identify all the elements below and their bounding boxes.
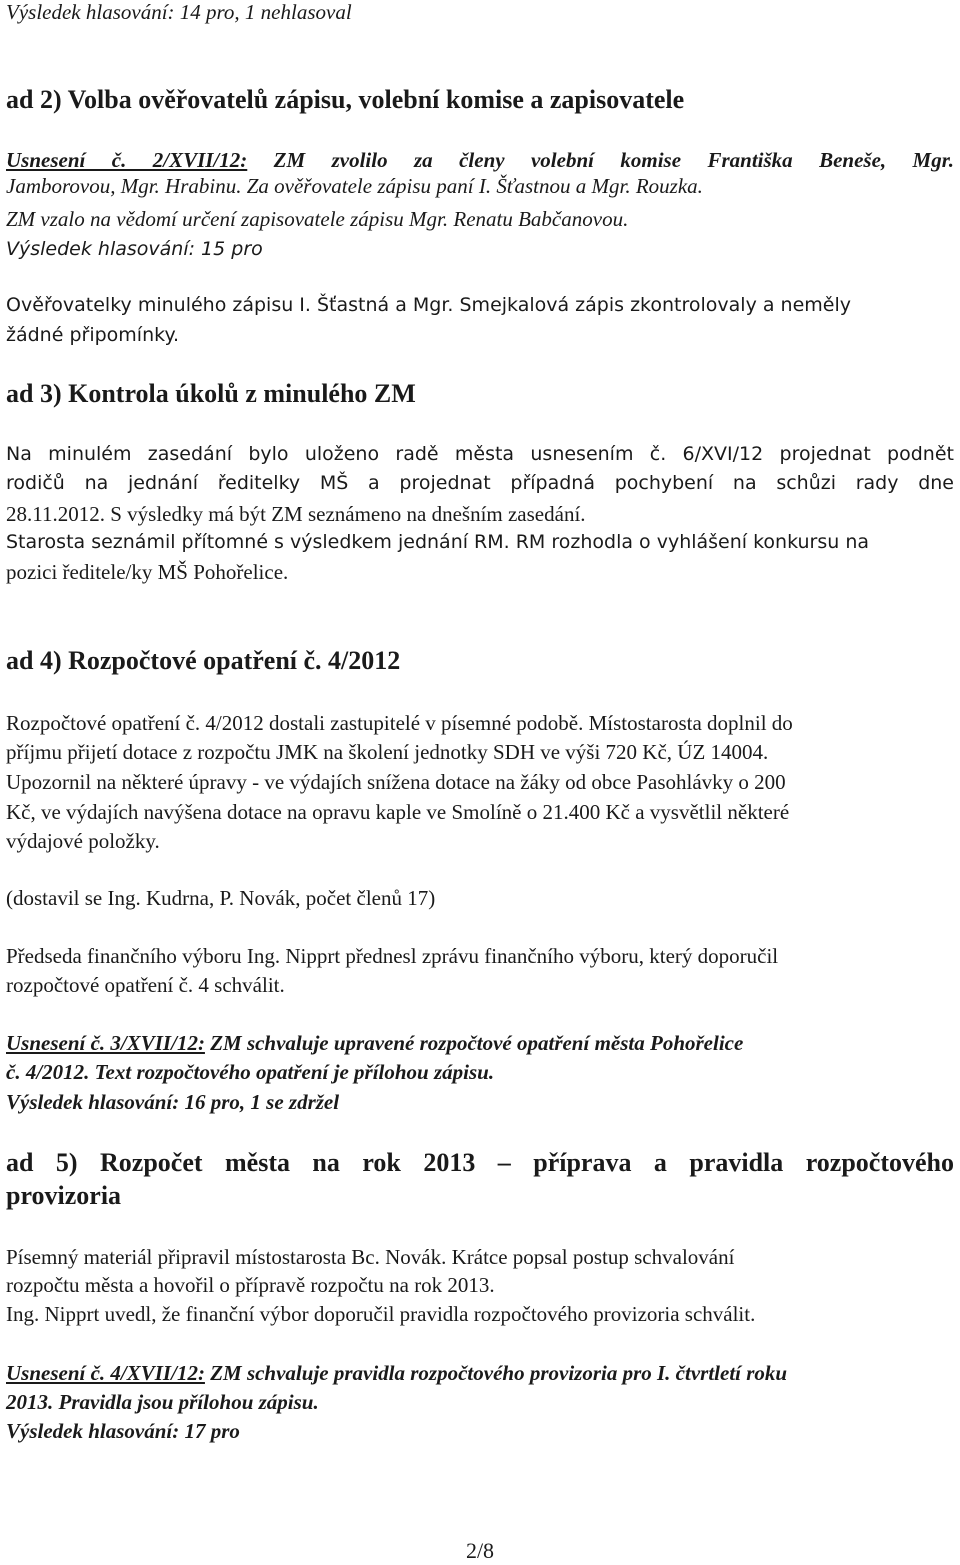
section-3-line-2: rodičů na jednání ředitelky MŠ a projednat případná pochybení na schůzi rady dne <box>6 472 954 494</box>
resolution-4-line-1: Usnesení č. 4/XVII/12: ZM schvaluje pravidla rozpočtového provizoria pro I. čtvrtletí roku <box>6 1361 788 1385</box>
section-5-line-3: Ing. Nipprt uvedl, že finanční výbor doporučil pravidla rozpočtového provizoria schválit. <box>6 1302 756 1326</box>
section-heading-5-line-2: provizoria <box>6 1181 122 1210</box>
section-heading-4: ad 4) Rozpočtové opatření č. 4/2012 <box>6 646 401 675</box>
section-5-line-1: Písemný materiál připravil místostarosta Bc. Novák. Krátce popsal postup schvalování <box>6 1245 735 1269</box>
resolution-3-line-2: č. 4/2012. Text rozpočtového opatření je přílohou zápisu. <box>6 1060 495 1084</box>
finance-committee-line-1: Předseda finančního výboru Ing. Nipprt přednesl zprávu finančního výboru, který doporučil <box>6 944 779 968</box>
verifiers-text-line-1: Ověřovatelky minulého zápisu I. Šťastná a Mgr. Smejkalová zápis zkontrolovaly a neměly <box>6 294 851 316</box>
resolution-2-line-2: Jamborovou, Mgr. Hrabinu. Za ověřovatele zápisu paní I. Šťastnou a Mgr. Rouzka. <box>6 174 703 198</box>
section-3-line-3: 28.11.2012. S výsledky má být ZM seznámeno na dnešním zasedání. <box>6 502 586 526</box>
resolution-2-line-1: Usnesení č. 2/XVII/12: ZM zvolilo za členy volební komise Františka Beneše, Mgr. <box>6 148 954 172</box>
vote-result-2: Výsledek hlasování: 15 pro <box>6 238 263 260</box>
section-heading-2: ad 2) Volba ověřovatelů zápisu, volební komise a zapisovatele <box>6 85 685 114</box>
section-3-line-4: Starosta seznámil přítomné s výsledkem jednání RM. RM rozhodla o vyhlášení konkursu na <box>6 531 870 553</box>
section-3-line-5: pozici ředitele/ky MŠ Pohořelice. <box>6 560 289 584</box>
section-5-line-2: rozpočtu města a hovořil o přípravě rozpočtu na rok 2013. <box>6 1273 495 1297</box>
section-4-line-5: výdajové položky. <box>6 829 160 853</box>
page-number: 2/8 <box>465 1538 495 1563</box>
verifiers-text-line-2: žádné připomínky. <box>6 324 180 346</box>
resolution-4-line-2: 2013. Pravidla jsou přílohou zápisu. <box>6 1390 319 1414</box>
vote-result-1: Výsledek hlasování: 14 pro, 1 nehlasoval <box>6 0 352 24</box>
section-heading-3: ad 3) Kontrola úkolů z minulého ZM <box>6 379 416 408</box>
vote-result-3: Výsledek hlasování: 16 pro, 1 se zdržel <box>6 1090 340 1114</box>
section-4-line-1: Rozpočtové opatření č. 4/2012 dostali zastupitelé v písemné podobě. Místostarosta doplnil do <box>6 711 793 735</box>
section-4-line-2: příjmu přijetí dotace z rozpočtu JMK na školení jednotky SDH ve výši 720 Kč, ÚZ 14004. <box>6 740 769 764</box>
section-heading-5-line-1: ad 5) Rozpočet města na rok 2013 – příprava a pravidla rozpočtového <box>6 1148 954 1177</box>
resolution-3-line-1: Usnesení č. 3/XVII/12: ZM schvaluje upravené rozpočtové opatření města Pohořelice <box>6 1031 744 1055</box>
vote-result-4: Výsledek hlasování: 17 pro <box>6 1419 240 1443</box>
section-3-line-1: Na minulém zasedání bylo uloženo radě města usnesením č. 6/XVI/12 projednat podnět <box>6 443 954 465</box>
finance-committee-line-2: rozpočtové opatření č. 4 schválit. <box>6 973 285 997</box>
section-4-line-3: Upozornil na některé úpravy - ve výdajích snížena dotace na žáky od obce Pasohlávky o 200 <box>6 770 786 794</box>
section-4-line-4: Kč, ve výdajích navýšena dotace na opravu kaple ve Smolíně o 21.400 Kč a vysvětlil některé <box>6 800 790 824</box>
attendance-note: (dostavil se Ing. Kudrna, P. Novák, počet členů 17) <box>6 886 436 910</box>
resolution-2-line-3: ZM vzalo na vědomí určení zapisovatele zápisu Mgr. Renatu Babčanovou. <box>6 207 629 231</box>
